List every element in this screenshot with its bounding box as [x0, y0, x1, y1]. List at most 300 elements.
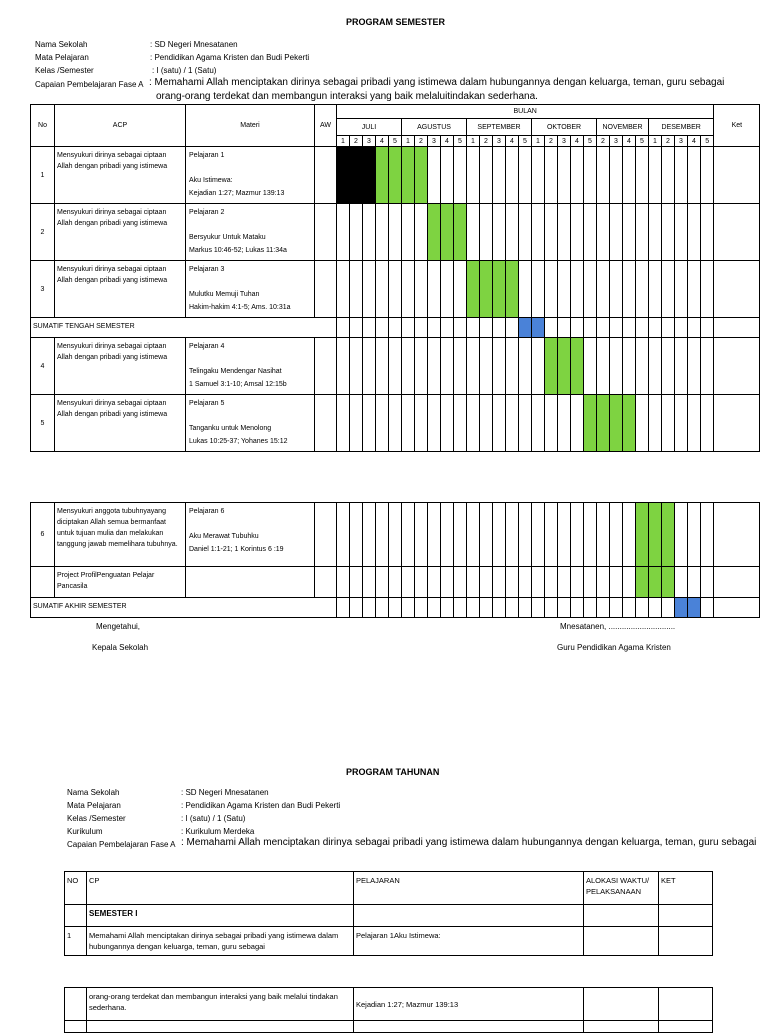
row-pelajaran: Pelajaran 1Aku Istimewa:: [354, 927, 584, 956]
gantt-cell: [584, 147, 597, 204]
row-no: 1: [65, 927, 87, 956]
row-materi: [186, 503, 315, 567]
header-pelajaran: PELAJARAN: [354, 872, 584, 905]
gantt-cell: [350, 261, 363, 318]
gantt-cell: [363, 204, 376, 261]
week-number: 3: [493, 136, 506, 147]
gantt-cell-green: [662, 567, 675, 598]
week-number: 4: [688, 136, 701, 147]
gantt-cell: [558, 567, 571, 598]
gantt-cell-black: [337, 147, 350, 204]
gantt-cell: [701, 204, 714, 261]
gantt-cell: [701, 395, 714, 452]
gantt-cell: [454, 503, 467, 567]
sumatif-label: SUMATIF TENGAH SEMESTER: [31, 318, 337, 338]
gantt-cell: [415, 567, 428, 598]
gantt-cell: [389, 204, 402, 261]
month-header: DESEMBER: [649, 119, 714, 136]
gantt-cell: [363, 261, 376, 318]
gantt-cell: [415, 598, 428, 618]
gantt-cell: [610, 598, 623, 618]
gantt-cell: [350, 395, 363, 452]
week-number: 5: [519, 136, 532, 147]
gantt-cell: [402, 338, 415, 395]
materi-line: Aku Merawat Tubuhku: [189, 533, 259, 540]
semester-label: SEMESTER I: [87, 905, 354, 927]
gantt-cell: [675, 261, 688, 318]
gantt-cell: [389, 395, 402, 452]
gantt-cell-green: [467, 261, 480, 318]
gantt-cell: [649, 395, 662, 452]
week-number: 2: [597, 136, 610, 147]
materi-line: Mulutku Memuji Tuhan: [189, 291, 260, 298]
gantt-cell: [337, 338, 350, 395]
gantt-cell: [337, 204, 350, 261]
gantt-cell: [558, 395, 571, 452]
gantt-cell: [376, 503, 389, 567]
row-materi: [186, 395, 315, 452]
gantt-cell: [454, 261, 467, 318]
gantt-cell: [350, 338, 363, 395]
gantt-cell: [623, 598, 636, 618]
gantt-cell-green: [402, 147, 415, 204]
gantt-cell-green: [597, 395, 610, 452]
gantt-cell: [584, 318, 597, 338]
info-value: : SD Negeri Mnesatanen: [181, 788, 269, 797]
gantt-cell: [350, 318, 363, 338]
gantt-cell: [688, 503, 701, 567]
gantt-cell: [415, 318, 428, 338]
header-bulan: BULAN: [337, 105, 714, 119]
gantt-cell: [688, 147, 701, 204]
gantt-cell: [636, 338, 649, 395]
gantt-cell: [610, 147, 623, 204]
gantt-cell: [441, 503, 454, 567]
row-materi: [186, 147, 315, 204]
gantt-cell: [571, 503, 584, 567]
gantt-cell: [623, 318, 636, 338]
materi-line: Kejadian 1:27; Mazmur 139:13: [189, 189, 285, 197]
header-ket: Ket: [714, 105, 760, 147]
gantt-cell: [480, 338, 493, 395]
gantt-cell: [532, 567, 545, 598]
info-label: Nama Sekolah: [67, 788, 120, 797]
gantt-cell: [610, 503, 623, 567]
gantt-cell: [337, 567, 350, 598]
gantt-cell: [519, 503, 532, 567]
gantt-cell: [584, 338, 597, 395]
gantt-cell: [441, 318, 454, 338]
gantt-cell: [480, 395, 493, 452]
materi-line: Pelajaran 5: [189, 400, 225, 407]
gantt-cell-green: [649, 503, 662, 567]
gantt-cell: [649, 204, 662, 261]
gantt-cell: [337, 598, 350, 618]
gantt-cell: [584, 598, 597, 618]
gantt-cell-green: [558, 338, 571, 395]
capaian-line1: : Memahami Allah menciptakan dirinya sebagai pribadi yang istimewa dalam hubungannya dengan keluarga, teman, guru sebagai: [149, 77, 725, 88]
materi-line: Pelajaran 2: [189, 209, 225, 216]
row-pelajaran: Kejadian 1:27; Mazmur 139:13: [354, 988, 584, 1021]
gantt-cell: [558, 204, 571, 261]
gantt-cell: [441, 598, 454, 618]
row-number: 1: [31, 147, 55, 204]
gantt-cell: [376, 395, 389, 452]
signature-guru: Guru Pendidikan Agama Kristen: [557, 643, 671, 652]
gantt-cell: [519, 261, 532, 318]
gantt-cell: [389, 567, 402, 598]
gantt-cell-green: [389, 147, 402, 204]
gantt-cell: [467, 147, 480, 204]
week-number: 4: [506, 136, 519, 147]
materi-line: Lukas 10:25-37; Yohanes 15:12: [189, 437, 288, 445]
month-header: OKTOBER: [532, 119, 597, 136]
week-number: 3: [363, 136, 376, 147]
gantt-cell: [623, 338, 636, 395]
gantt-cell: [506, 598, 519, 618]
week-number: 2: [545, 136, 558, 147]
gantt-cell: [402, 261, 415, 318]
gantt-cell: [649, 147, 662, 204]
gantt-cell: [675, 503, 688, 567]
gantt-cell-green: [636, 567, 649, 598]
info-value: : I (satu) / 1 (Satu): [152, 66, 217, 75]
gantt-cell: [454, 338, 467, 395]
month-header: JULI: [337, 119, 402, 136]
week-number: 1: [402, 136, 415, 147]
month-header: AGUSTUS: [402, 119, 467, 136]
week-number: 4: [571, 136, 584, 147]
gantt-cell: [597, 147, 610, 204]
week-number: 4: [441, 136, 454, 147]
materi-line: Pelajaran 3: [189, 266, 225, 273]
gantt-cell: [428, 598, 441, 618]
gantt-cell: [506, 395, 519, 452]
signature-mengetahui: Mengetahui,: [96, 622, 141, 631]
materi-line: Daniel 1:1-21; 1 Korintus 6 :19: [189, 545, 284, 553]
gantt-cell: [376, 261, 389, 318]
gantt-cell: [350, 567, 363, 598]
sumatif-label: SUMATIF AKHIR SEMESTER: [31, 598, 337, 618]
signature-kepala-sekolah: Kepala Sekolah: [92, 643, 149, 652]
gantt-cell-green: [545, 338, 558, 395]
gantt-cell: [636, 147, 649, 204]
gantt-cell: [428, 503, 441, 567]
week-number: 4: [623, 136, 636, 147]
gantt-cell: [350, 503, 363, 567]
gantt-cell: [688, 338, 701, 395]
gantt-cell: [597, 261, 610, 318]
info-label: Nama Sekolah: [35, 40, 88, 49]
row-number: 3: [31, 261, 55, 318]
gantt-cell-green: [480, 261, 493, 318]
materi-line: Pelajaran 1: [189, 152, 225, 159]
gantt-cell: [480, 567, 493, 598]
gantt-cell: [558, 261, 571, 318]
gantt-cell: [363, 395, 376, 452]
gantt-cell: [493, 204, 506, 261]
semester-table: [30, 104, 760, 452]
gantt-cell: [636, 261, 649, 318]
gantt-cell: [467, 318, 480, 338]
week-number: 5: [701, 136, 714, 147]
gantt-cell: [545, 147, 558, 204]
week-number: 2: [662, 136, 675, 147]
gantt-cell: [701, 503, 714, 567]
gantt-cell: [402, 318, 415, 338]
gantt-cell: [480, 598, 493, 618]
gantt-cell: [532, 261, 545, 318]
gantt-cell: [545, 395, 558, 452]
header-acp: ACP: [55, 105, 186, 147]
gantt-cell-blue: [519, 318, 532, 338]
gantt-cell: [363, 503, 376, 567]
gantt-cell: [649, 318, 662, 338]
gantt-cell: [467, 503, 480, 567]
gantt-cell: [506, 503, 519, 567]
week-number: 2: [480, 136, 493, 147]
gantt-cell-green: [649, 567, 662, 598]
materi-line: [189, 163, 311, 176]
gantt-cell: [363, 338, 376, 395]
gantt-cell: [571, 395, 584, 452]
gantt-cell: [480, 147, 493, 204]
gantt-cell: [688, 261, 701, 318]
gantt-cell: [454, 147, 467, 204]
row-cp: Memahami Allah menciptakan dirinya sebagai pribadi yang istimewa dalam hubungannya dengan keluarga, teman, guru sebagai: [87, 927, 354, 956]
row-materi: [186, 204, 315, 261]
row-number: 6: [31, 503, 55, 567]
week-number: 3: [428, 136, 441, 147]
gantt-cell: [493, 147, 506, 204]
gantt-cell: [493, 395, 506, 452]
gantt-cell: [467, 567, 480, 598]
gantt-cell: [402, 598, 415, 618]
gantt-cell: [636, 204, 649, 261]
gantt-cell: [519, 338, 532, 395]
gantt-cell: [610, 261, 623, 318]
gantt-cell: [571, 261, 584, 318]
gantt-cell: [454, 598, 467, 618]
gantt-cell: [597, 338, 610, 395]
gantt-cell: [389, 503, 402, 567]
gantt-cell: [441, 147, 454, 204]
gantt-cell: [662, 338, 675, 395]
gantt-cell: [415, 503, 428, 567]
row-acp: Mensyukuri anggota tubuhnyayang diciptakan Allah semua bermanfaat untuk tujuan mulia dan melakukan tanggung jawab memelihara tubuhnya.: [55, 503, 186, 567]
row-acp: Mensyukuri dirinya sebagai ciptaan Allah dengan pribadi yang istimewa: [55, 261, 186, 318]
gantt-cell: [441, 338, 454, 395]
gantt-cell: [519, 567, 532, 598]
gantt-cell: [675, 395, 688, 452]
gantt-cell: [493, 338, 506, 395]
week-number: 5: [636, 136, 649, 147]
tahunan-title: PROGRAM TAHUNAN: [346, 767, 440, 777]
row-acp: Mensyukuri dirinya sebagai ciptaan Allah dengan pribadi yang istimewa: [55, 395, 186, 452]
gantt-cell: [532, 204, 545, 261]
gantt-cell-green: [506, 261, 519, 318]
gantt-cell: [363, 318, 376, 338]
gantt-cell: [428, 147, 441, 204]
gantt-cell: [519, 395, 532, 452]
gantt-cell: [558, 318, 571, 338]
gantt-cell: [688, 567, 701, 598]
gantt-cell-green: [441, 204, 454, 261]
row-number: 2: [31, 204, 55, 261]
gantt-cell: [337, 261, 350, 318]
gantt-cell: [428, 318, 441, 338]
gantt-cell: [597, 503, 610, 567]
materi-line: Tanganku untuk Menolong: [189, 425, 272, 432]
gantt-cell-green: [610, 395, 623, 452]
gantt-cell: [545, 598, 558, 618]
week-number: 1: [649, 136, 662, 147]
gantt-cell: [610, 338, 623, 395]
materi-line: Telingaku Mendengar Nasihat: [189, 368, 282, 375]
gantt-cell-blue: [675, 598, 688, 618]
tahunan-table-continued: [64, 987, 713, 1033]
gantt-cell: [415, 338, 428, 395]
materi-line: [189, 277, 311, 290]
gantt-cell: [376, 598, 389, 618]
gantt-cell: [506, 318, 519, 338]
gantt-cell: [467, 204, 480, 261]
gantt-cell: [389, 318, 402, 338]
week-number: 1: [337, 136, 350, 147]
gantt-cell: [532, 503, 545, 567]
gantt-cell: [467, 338, 480, 395]
gantt-cell: [376, 567, 389, 598]
tahunan-table: [64, 871, 713, 956]
gantt-cell: [584, 204, 597, 261]
gantt-cell: [337, 395, 350, 452]
row-acp: Mensyukuri dirinya sebagai ciptaan Allah dengan pribadi yang istimewa: [55, 204, 186, 261]
gantt-cell: [558, 598, 571, 618]
project-label: Project ProfilPenguatan Pelajar Pancasila: [55, 567, 186, 598]
header-no: No: [31, 105, 55, 147]
materi-line: Markus 10:46-52; Lukas 11:34a: [189, 246, 287, 254]
gantt-cell: [584, 567, 597, 598]
gantt-cell: [493, 318, 506, 338]
semester-title: PROGRAM SEMESTER: [346, 17, 446, 27]
gantt-cell: [545, 261, 558, 318]
header-alokasi: ALOKASI WAKTU/ PELAKSANAAN: [584, 872, 659, 905]
gantt-cell: [480, 204, 493, 261]
gantt-cell: [649, 261, 662, 318]
gantt-cell: [506, 204, 519, 261]
gantt-cell-green: [584, 395, 597, 452]
gantt-cell: [610, 204, 623, 261]
gantt-cell: [623, 261, 636, 318]
gantt-cell: [506, 338, 519, 395]
gantt-cell: [454, 395, 467, 452]
materi-line: 1 Samuel 3:1-10; Amsal 12:15b: [189, 380, 287, 388]
gantt-cell: [389, 598, 402, 618]
gantt-cell-green: [454, 204, 467, 261]
gantt-cell: [363, 567, 376, 598]
gantt-cell: [532, 338, 545, 395]
gantt-cell: [493, 598, 506, 618]
week-number: 5: [389, 136, 402, 147]
gantt-cell: [571, 147, 584, 204]
info-label: Kelas /Semester: [67, 814, 126, 823]
gantt-cell: [454, 567, 467, 598]
header-cp: CP: [87, 872, 354, 905]
gantt-cell: [402, 567, 415, 598]
gantt-cell: [675, 338, 688, 395]
gantt-cell: [376, 318, 389, 338]
gantt-cell-green: [415, 147, 428, 204]
info-value: : SD Negeri Mnesatanen: [150, 40, 238, 49]
gantt-cell: [545, 567, 558, 598]
gantt-cell: [402, 204, 415, 261]
gantt-cell-black: [363, 147, 376, 204]
gantt-cell: [688, 395, 701, 452]
gantt-cell: [649, 338, 662, 395]
capaian-value: : Memahami Allah menciptakan dirinya sebagai pribadi yang istimewa dalam hubungannya dengan keluarga, teman, guru sebagai: [181, 837, 757, 848]
header-materi: Materi: [186, 105, 315, 147]
capaian-label: Capaian Pembelajaran Fase A: [67, 840, 176, 849]
week-number: 5: [454, 136, 467, 147]
week-number: 3: [675, 136, 688, 147]
gantt-cell: [688, 204, 701, 261]
materi-line: [189, 220, 311, 233]
info-value: : Pendidikan Agama Kristen dan Budi Pekerti: [150, 53, 310, 62]
header-ket: KET: [659, 872, 713, 905]
gantt-cell: [519, 204, 532, 261]
gantt-cell: [415, 261, 428, 318]
gantt-cell: [662, 204, 675, 261]
gantt-cell: [337, 503, 350, 567]
gantt-cell-blue: [532, 318, 545, 338]
info-label: Kelas /Semester: [35, 66, 94, 75]
gantt-cell: [558, 503, 571, 567]
gantt-cell: [428, 338, 441, 395]
gantt-cell-green: [571, 338, 584, 395]
gantt-cell-blue: [688, 598, 701, 618]
gantt-cell: [571, 598, 584, 618]
week-number: 1: [532, 136, 545, 147]
gantt-cell: [532, 598, 545, 618]
week-number: 3: [558, 136, 571, 147]
materi-line: Hakim-hakim 4:1-5; Ams. 10:31a: [189, 303, 291, 311]
gantt-cell: [636, 318, 649, 338]
gantt-cell: [636, 395, 649, 452]
gantt-cell: [376, 204, 389, 261]
info-value: : Pendidikan Agama Kristen dan Budi Pekerti: [181, 801, 341, 810]
gantt-cell: [493, 503, 506, 567]
gantt-cell: [467, 395, 480, 452]
info-value: : Kurikulum Merdeka: [181, 827, 255, 836]
gantt-cell: [467, 598, 480, 618]
gantt-cell: [519, 147, 532, 204]
gantt-cell: [376, 338, 389, 395]
gantt-cell: [597, 204, 610, 261]
gantt-cell: [675, 147, 688, 204]
gantt-cell: [532, 147, 545, 204]
gantt-cell: [623, 147, 636, 204]
signature-place-date: Mnesatanen, ..............................: [560, 622, 676, 631]
materi-line: Bersyukur Untuk Mataku: [189, 234, 266, 241]
materi-line: Aku Istimewa:: [189, 177, 233, 184]
gantt-cell: [649, 598, 662, 618]
week-number: 3: [610, 136, 623, 147]
month-header: SEPTEMBER: [467, 119, 532, 136]
gantt-cell: [428, 395, 441, 452]
gantt-cell: [623, 204, 636, 261]
gantt-cell: [675, 204, 688, 261]
gantt-cell-green: [376, 147, 389, 204]
